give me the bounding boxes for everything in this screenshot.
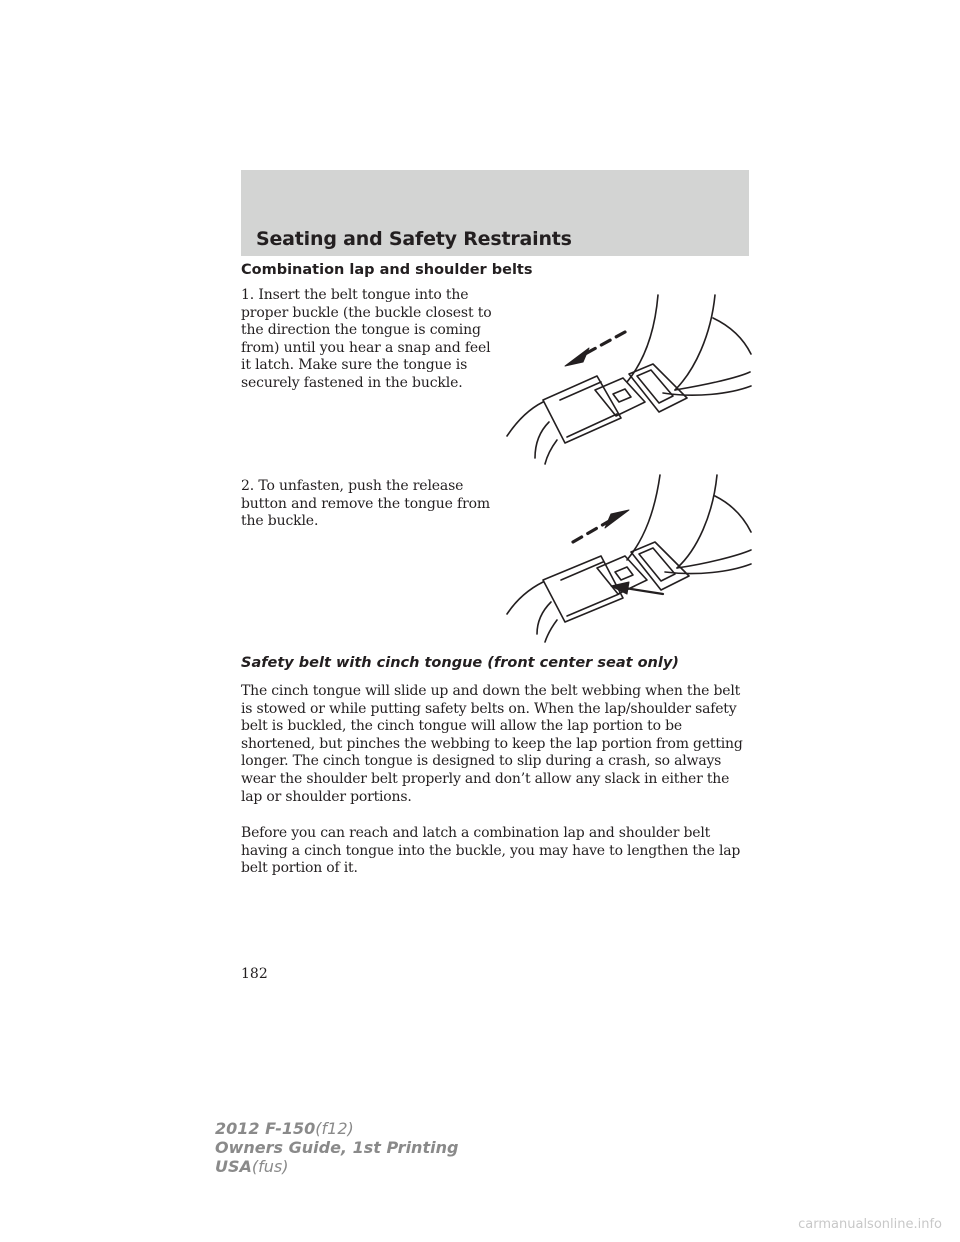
footer-print-info bbox=[215, 1119, 458, 1176]
webbing-edge bbox=[675, 295, 715, 390]
watermark: carmanualsonline.info bbox=[798, 1217, 942, 1232]
cinch-tongue-heading: Safety belt with cinch tongue (front center seat only) bbox=[241, 655, 679, 671]
latch-plate bbox=[543, 376, 621, 443]
latch-plate bbox=[543, 556, 623, 622]
release-arrow-line bbox=[573, 520, 611, 542]
insert-arrow-line bbox=[585, 332, 625, 354]
buckle-insert-illustration bbox=[505, 290, 755, 465]
footer-printing: Owners Guide, 1st Printing bbox=[215, 1138, 459, 1157]
cinch-paragraph-1: The cinch tongue will slide up and down the belt webbing when the belt is stowed or while putting safety belts on. When the lap/shoulder safety belt is buckled, the cinch tongue will allow the lap portion to be shortened, but pinches the webbing to keep the lap portion from getting longer. The cinch tongue is designed to slip during a crash, so always wear the shoulder belt properly and don’t allow any slack in either the lap or shoulder portions. bbox=[241, 683, 743, 805]
arrow-left-icon bbox=[565, 348, 589, 366]
arrow-up-right-icon bbox=[605, 510, 629, 528]
section-header-band bbox=[241, 170, 749, 256]
section-title: Seating and Safety Restraints bbox=[256, 228, 572, 250]
footer-market-code: (fus) bbox=[251, 1157, 289, 1176]
footer-model: 2012 F-150 bbox=[215, 1119, 316, 1138]
step-insert-text: 1. Insert the belt tongue into the proper buckle (the buckle closest to the direction the tongue is coming from) until you hear a snap and feel it latch. Make sure the tongue is securely fastened in the buckle. bbox=[241, 287, 492, 391]
cinch-paragraph-2: Before you can reach and latch a combination lap and shoulder belt having a cinch tongue into the buckle, you may have to lengthen the lap belt portion of it. bbox=[241, 825, 741, 877]
footer-model-code: (f12) bbox=[315, 1119, 354, 1138]
buckle-release-illustration bbox=[505, 470, 755, 645]
push-arrow-line bbox=[625, 588, 663, 594]
step-unfasten-text: 2. To unfasten, push the release button and remove the tongue from the buckle. bbox=[241, 478, 491, 530]
footer-market: USA bbox=[215, 1157, 252, 1176]
page-number: 182 bbox=[241, 966, 268, 982]
belts-heading: Combination lap and shoulder belts bbox=[241, 262, 533, 278]
